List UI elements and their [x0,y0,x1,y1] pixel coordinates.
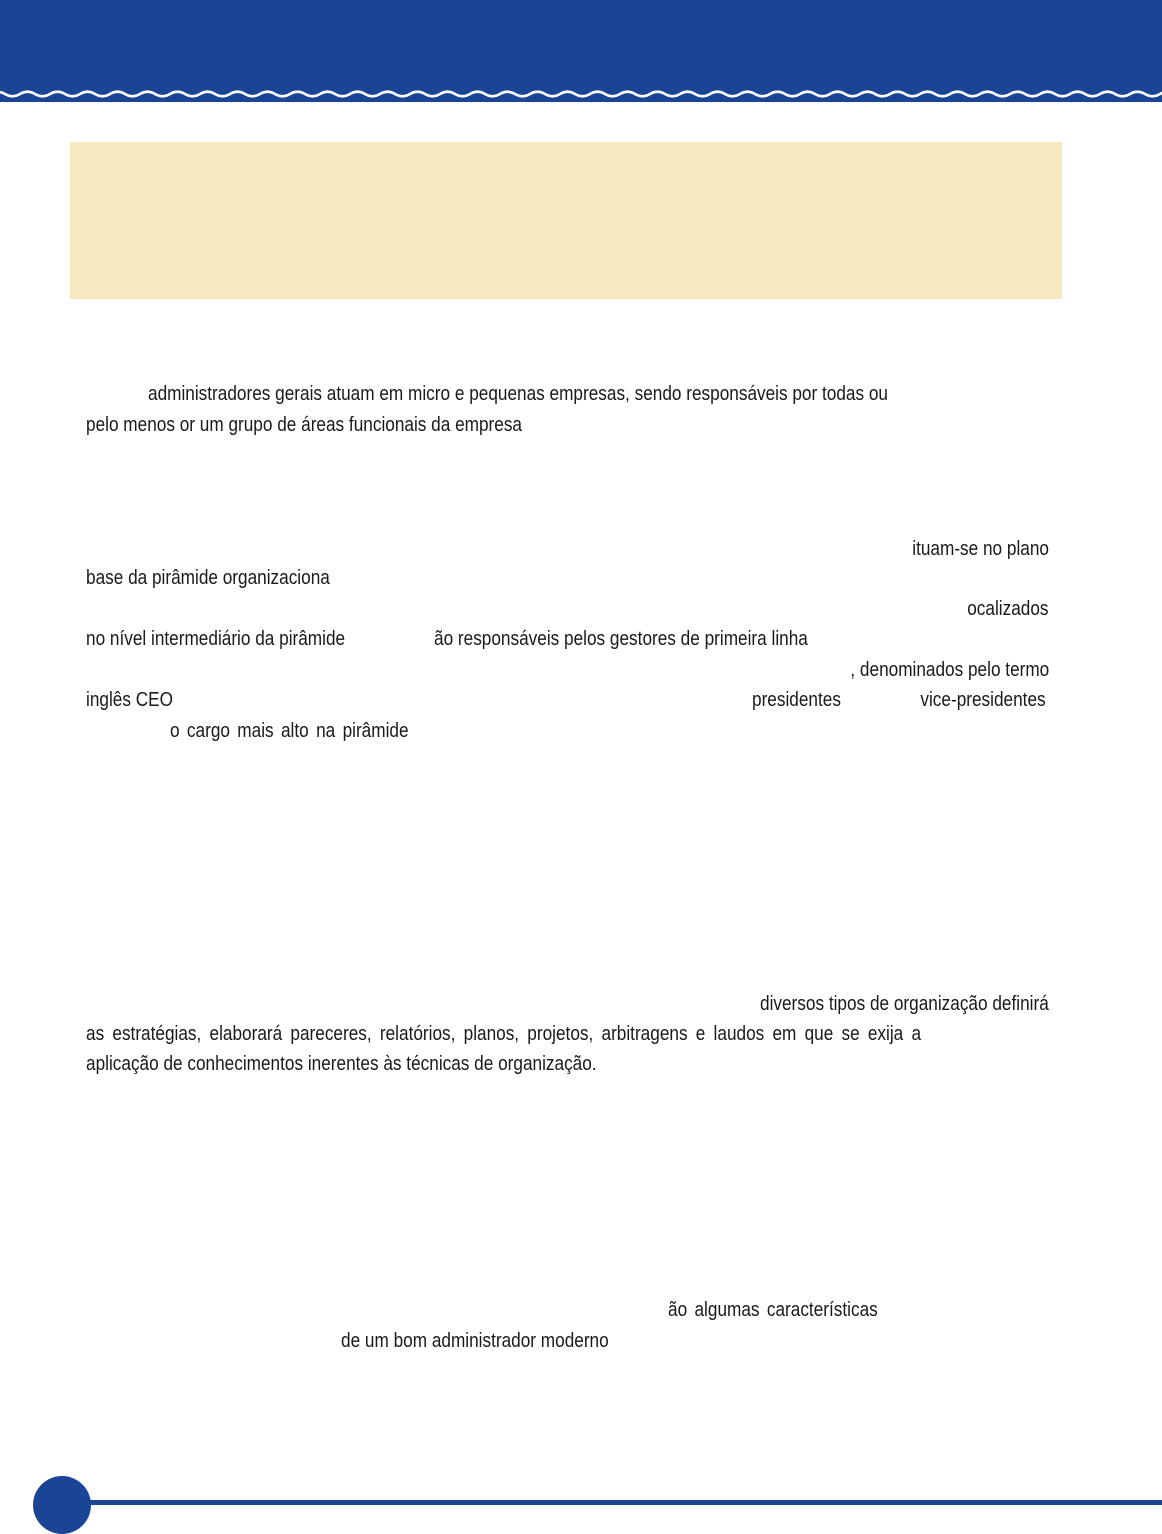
paragraph-3-line-1: diversos tipos de organização definirá [760,993,1049,1015]
paragraph-4-line-1: ão algumas características [668,1299,878,1321]
paragraph-2-line-6c: vice-presidentes [920,689,1046,711]
paragraph-2-line-1: ituam-se no plano [912,538,1049,560]
paragraph-1-line-1: administradores gerais atuam em micro e pequenas empresas, sendo responsáveis por todas ou [148,383,889,405]
paragraph-3-line-3: aplicação de conhecimentos inerentes às técnicas de organização. [86,1053,597,1075]
paragraph-2-line-4b: ão responsáveis pelos gestores de primeira linha [434,628,808,650]
paragraph-3-line-2: as estratégias, elaborará pareceres, relatórios, planos, projetos, arbitragens e laudos em que se exija a [86,1023,922,1045]
footer-rule [60,1500,1162,1505]
paragraph-1-line-2: pelo menos or um grupo de áreas funcionais da empresa [86,414,522,436]
paragraph-2-line-6b: presidentes [752,689,841,711]
page-number-badge [33,1476,91,1534]
paragraph-2-line-5: , denominados pelo termo [850,659,1049,681]
header-band [0,0,1162,102]
paragraph-2-line-7: o cargo mais alto na pirâmide [170,720,409,742]
paragraph-2-line-6a: inglês CEO [86,689,173,711]
paragraph-2-line-3: ocalizados [967,598,1049,620]
paragraph-4-line-2: de um bom administrador moderno [341,1330,609,1352]
paragraph-2-line-4a: no nível intermediário da pirâmide [86,628,346,650]
callout-box [70,142,1062,299]
paragraph-2-line-2: base da pirâmide organizaciona [86,567,330,589]
